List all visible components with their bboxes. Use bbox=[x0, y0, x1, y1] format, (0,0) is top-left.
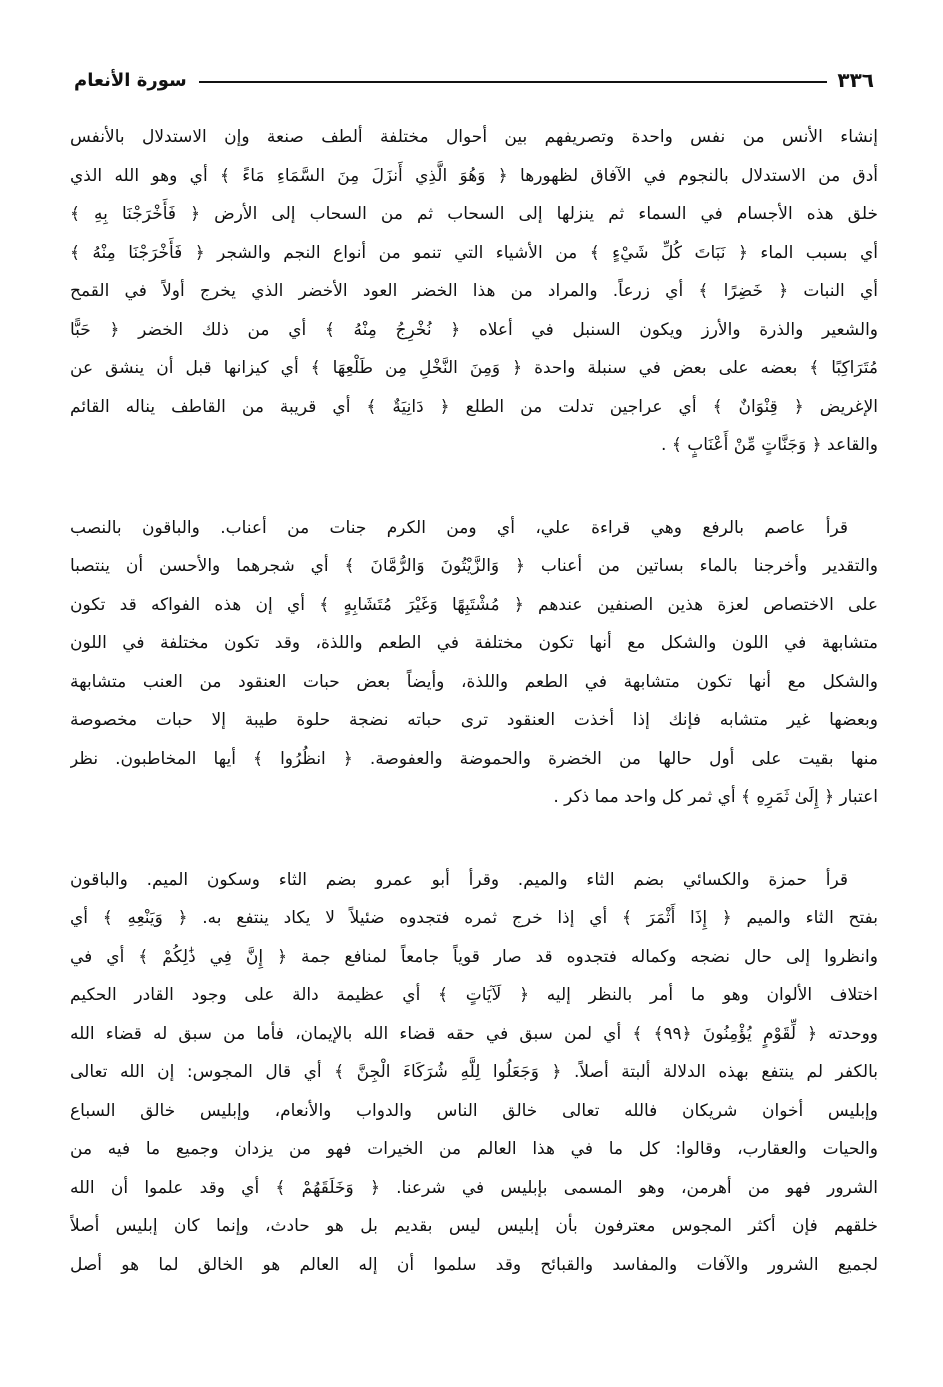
paragraph-2 bbox=[70, 509, 878, 817]
text-line: على الاختصاص لعزة هذين الصنفين عندهم ﴿ مُشْتَبِهًا وَغَيْرَ مُتَشَابِهٍ ﴾ أي إن هذه الفواكه قد تكون bbox=[70, 594, 878, 615]
text-line: وبعضها غير متشابه فإنك إذا أخذت العنقود ترى حباته نضجة حلوة طيبة إلا حبات مخصوصة bbox=[70, 710, 878, 730]
paragraph-3 bbox=[70, 861, 878, 1285]
page-header bbox=[74, 60, 874, 100]
page-number: ٣٣٦ bbox=[837, 68, 874, 92]
text-line: قرأ حمزة والكسائي بضم الثاء والميم. وقرأ أبو عمرو بضم الثاء وسكون الميم. والباقون bbox=[70, 869, 848, 890]
text-line: لجميع الشرور والآفات والمفاسد والقبائح وقد سلموا أن إله العالم هو الخالق لما هو أصل bbox=[70, 1254, 878, 1275]
text-line: اختلاف الألوان وهو ما أمر بالنظر إليه ﴿ لَآيَاتٍ ﴾ أي عظيمة دالة على وجود القادر الحكيم bbox=[70, 985, 878, 1005]
text-line: أي بسبب الماء ﴿ نَبَاتَ كُلِّ شَيْءٍ ﴾ من الأشياء التي تنمو من أنواع النجم والشجر ﴿ فَأَخْرَجْنَا مِنْهُ ﴾ bbox=[70, 242, 878, 263]
text-line: بالكفر لم ينتفع بهذه الدلالة ألبتة أصلاً. ﴿ وَجَعَلُوا لِلَّهِ شُرَكَاءَ الْجِنَّ ﴾ أي قال المجوس: إن الله تعالى bbox=[70, 1062, 878, 1082]
text-line: وإبليس أخوان شريكان فالله تعالى خالق الناس والدواب والأنعام، وإبليس خالق السباع bbox=[70, 1100, 878, 1121]
surah-title: سورة الأنعام bbox=[74, 69, 187, 91]
text-line: والحيات والعقارب، وقالوا: كل ما في هذا العالم من الخيرات فهو من يزدان وجميع ما فيه من bbox=[70, 1139, 878, 1159]
text-line: قرأ عاصم بالرفع وهي قراءة علي، أي ومن الكرم جنات من أعناب. والباقون بالنصب bbox=[70, 517, 848, 538]
text-line: خلقهم فإن أكثر المجوس معترفون بأن إبليس ليس بقديم بل هو حادث، وإنما كان إبليس أصلاً bbox=[70, 1216, 878, 1236]
text-line: منها بقيت على أول حالها من الخضرة والحموضة والعفوصة. ﴿ انظُرُوا ﴾ أيها المخاطبون. نظر bbox=[70, 748, 878, 769]
text-line: والتقدير وأخرجنا بالماء بساتين من أعناب ﴿ وَالزَّيْتُونَ وَالرُّمَّانَ ﴾ أي شجرهما والأحسن أن ينتصبا bbox=[70, 556, 878, 576]
text-line: اعتبار ﴿ إِلَىٰ ثَمَرِهِ ﴾ أي ثمر كل واحد مما ذكر . bbox=[553, 787, 878, 807]
text-line: الشرور فهو من أهرمن، وهو المسمى بإبليس في شرعنا. ﴿ وَخَلَقَهُمْ ﴾ أي وقد علموا أن الله bbox=[70, 1177, 878, 1198]
text-line: إنشاء الأنس من نفس واحدة وتصريفهم بين أحوال مختلفة ألطف صنعة وإن الاستدلال بالأنفس bbox=[70, 127, 878, 147]
text-line: أي النبات ﴿ خَضِرًا ﴾ أي زرعاً. والمراد من هذا الخضر العود الأخضر الذي يخرج أولاً في القمح bbox=[70, 281, 878, 301]
text-line: ووحدته ﴿ لِّقَوْمٍ يُؤْمِنُونَ ﴿٩٩﴾ ﴾ أي لمن سبق في حقه قضاء الله بالإيمان، فأما من سبق له قضاء الله bbox=[70, 1023, 878, 1044]
text-line: مُتَرَاكِبًا ﴾ بعضه على بعض في سنبلة واحدة ﴿ وَمِنَ النَّخْلِ مِن طَلْعِهَا ﴾ أي كيزانها قبل أن ينشق عن bbox=[70, 358, 878, 378]
text-line: متشابهة في اللون والشكل مع أنها تكون مختلفة في الطعم واللذة، وقد تكون مختلفة في اللون bbox=[70, 633, 878, 653]
page-body bbox=[70, 118, 878, 1328]
text-line: خلق هذه الأجسام في السماء ثم ينزلها إلى السحاب ثم من السحاب إلى الأرض ﴿ فَأَخْرَجْنَا بِهِ ﴾ bbox=[70, 204, 878, 224]
text-line: وانظروا إلى حال نضجه وكماله فتجدوه قد صار قوياً جامعاً لمنافع جمة ﴿ إِنَّ فِي ذَٰلِكُمْ ﴾ أي في bbox=[70, 946, 878, 967]
text-line: والشعير والذرة والأرز ويكون السنبل في أعلاه ﴿ نُخْرِجُ مِنْهُ ﴾ أي من ذلك الخضر ﴿ حَبًّا bbox=[70, 319, 878, 340]
text-line: والشكل مع أنها تكون متشابهة في الطعم واللذة، وأيضاً بعض حبات العنقود من العنب متشابهة bbox=[70, 671, 878, 692]
text-line: الإغريض ﴿ قِنْوَانٌ ﴾ أي عراجين تدلت من الطلع ﴿ دَانِيَةٌ ﴾ أي قريبة من القاطف يناله القائم bbox=[70, 396, 878, 417]
paragraph-1 bbox=[70, 118, 878, 465]
text-line: والقاعد ﴿ وَجَنَّاتٍ مِّنْ أَعْنَابٍ ﴾ . bbox=[661, 435, 878, 455]
header-rule bbox=[199, 81, 828, 83]
text-line: أدق من الاستدلال بالنجوم في الآفاق لظهورها ﴿ وَهُوَ الَّذِي أَنزَلَ مِنَ السَّمَاءِ مَاءً ﴾ أي وهو الله الذي bbox=[70, 165, 878, 186]
text-line: بفتح الثاء والميم ﴿ إِذَا أَثْمَرَ ﴾ أي إذا خرج ثمره فتجدوه ضئيلاً لا يكاد ينتفع به. ﴿ وَيَنْعِهِ ﴾ أي bbox=[70, 908, 878, 928]
